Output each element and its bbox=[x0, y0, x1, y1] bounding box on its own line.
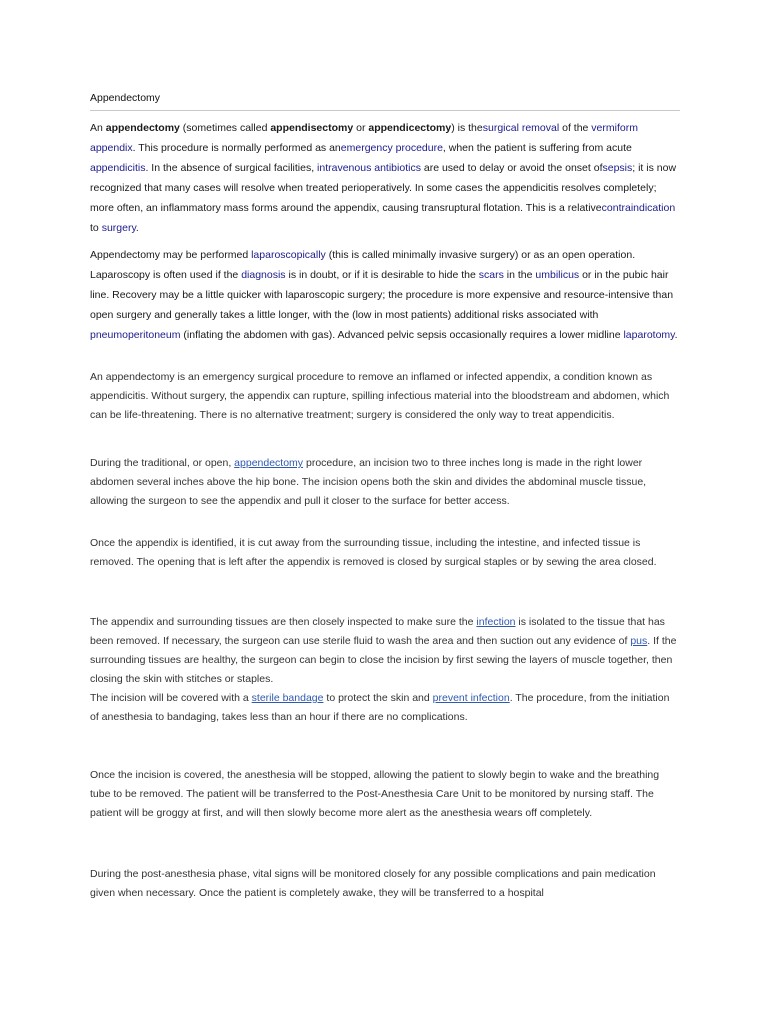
text-run: (this is called minimally invasive surgery) or as an open operation. Laparoscopy is often used if the bbox=[90, 249, 636, 281]
text-run: to bbox=[90, 221, 102, 234]
link-diagnosis[interactable]: diagnosis bbox=[241, 268, 286, 281]
link-appendectomy[interactable]: appendectomy bbox=[234, 457, 304, 469]
paragraph-inspection bbox=[90, 613, 680, 689]
text-run: ; it is now recognized that many cases will resolve when treated perioperatively. In some cases the appendicitis resolves completely; more often, an inflammatory mass forms around the appendix, causing transruptural flotation. This is a relative bbox=[90, 161, 677, 214]
text-run: ) is the bbox=[451, 122, 483, 134]
text-run: An bbox=[90, 122, 106, 134]
link-sterile-bandage[interactable]: sterile bandage bbox=[251, 692, 324, 704]
bold-term: appendisectomy bbox=[270, 122, 354, 134]
bold-term: appendectomy bbox=[105, 122, 180, 134]
link-umbilicus[interactable]: umbilicus bbox=[535, 268, 580, 281]
text-run: . This procedure is normally performed as an bbox=[132, 141, 341, 154]
link-intravenous-antibiotics[interactable]: intravenous antibiotics bbox=[317, 161, 421, 174]
text-run: (sometimes called bbox=[179, 122, 271, 134]
link-contraindication[interactable]: contraindication bbox=[601, 201, 676, 214]
link-laparotomy[interactable]: laparotomy bbox=[623, 328, 675, 341]
link-laparoscopically[interactable]: laparoscopically bbox=[251, 249, 326, 261]
text-run: . bbox=[674, 328, 678, 341]
text-run: to protect the skin and bbox=[323, 692, 433, 704]
text-run: is in doubt, or if it is desirable to hide the bbox=[285, 268, 479, 281]
link-scars[interactable]: scars bbox=[478, 268, 504, 281]
link-infection[interactable]: infection bbox=[476, 616, 516, 628]
text-run: During the traditional, or open, bbox=[90, 457, 235, 469]
paragraph-removal: Once the appendix is identified, it is cut away from the surrounding tissue, including the intestine, and infected tissue is removed. The opening that is left after the appendix is removed is closed by surgical staples or by sewing the area closed. bbox=[90, 537, 657, 568]
text-run: Appendectomy may be performed bbox=[90, 249, 252, 261]
text-run: of the bbox=[559, 122, 592, 134]
text-run: The appendix and surrounding tissues are then closely inspected to make sure the bbox=[90, 616, 477, 628]
link-pneumoperitoneum[interactable]: pneumoperitoneum bbox=[90, 328, 181, 341]
paragraph-bandage bbox=[90, 689, 680, 727]
text-run: (inflating the abdomen with gas). Advanced pelvic sepsis occasionally requires a lower midline bbox=[180, 328, 624, 341]
text-run: or bbox=[353, 122, 369, 134]
link-emergency-procedure[interactable]: emergency procedure bbox=[340, 141, 443, 154]
bold-term: appendicectomy bbox=[368, 122, 452, 134]
text-run: The incision will be covered with a bbox=[90, 692, 252, 704]
paragraph-open-procedure bbox=[90, 454, 680, 511]
paragraph-overview: An appendectomy is an emergency surgical procedure to remove an inflamed or infected appendix, a condition known as appendicitis. Without surgery, the appendix can rupture, spilling infectious material into the bloodstream and abdomen, which can be life-threatening. There is no alternative treatment; surgery is considered the only way to treat appendicitis. bbox=[90, 371, 670, 421]
link-sepsis[interactable]: sepsis bbox=[602, 161, 633, 174]
paragraph-laparoscopy bbox=[90, 246, 680, 346]
link-appendicitis[interactable]: appendicitis bbox=[90, 161, 146, 174]
link-surgery[interactable]: surgery bbox=[101, 221, 136, 234]
paragraph-recovery: Once the incision is covered, the anesthesia will be stopped, allowing the patient to slowly begin to wake and the breathing tube to be removed. The patient will be transferred to the Post-Anesthesia Care Unit to be monitored by nursing staff. The patient will be groggy at first, and will then slowly become more alert as the anesthesia wears off completely. bbox=[90, 769, 660, 819]
paragraph-post-anesthesia: During the post-anesthesia phase, vital signs will be monitored closely for any possible complications and pain medication given when necessary. Once the patient is completely awake, they will be transferred to a hospital bbox=[90, 868, 656, 899]
paragraph-definition bbox=[90, 119, 680, 238]
text-run: or in the pubic hair line. Recovery may be a little quicker with laparoscopic surgery; the procedure is more expensive and resource-intensive than open surgery and generally takes a little longer, with the (low in most patients) additional risks associated with bbox=[90, 268, 674, 321]
text-run: is isolated to the tissue that has been removed. If necessary, the surgeon can use sterile fluid to wash the area and then suction out any evidence of bbox=[90, 616, 665, 647]
link-surgical-removal[interactable]: surgical removal bbox=[482, 122, 560, 134]
text-run: . If the surrounding tissues are healthy, the surgeon can begin to close the incision by first sewing the layers of muscle together, then closing the skin with stitches or staples. bbox=[90, 634, 677, 685]
text-run: . bbox=[135, 221, 139, 234]
title-divider bbox=[90, 110, 680, 111]
link-vermiform-appendix[interactable]: vermiform appendix bbox=[90, 122, 638, 154]
link-pus[interactable]: pus bbox=[630, 634, 648, 647]
text-run: procedure, an incision two to three inches long is made in the right lower abdomen several inches above the hip bone. The incision opens both the skin and divides the abdominal muscle tissue, allowing the surgeon to see the appendix and pull it closer to the surface for better access. bbox=[90, 457, 647, 507]
text-run: . The procedure, from the initiation of anesthesia to bandaging, takes less than an hour if there are no complications. bbox=[90, 692, 670, 723]
text-run: in the bbox=[503, 268, 536, 281]
text-run: are used to delay or avoid the onset of bbox=[420, 161, 603, 174]
text-run: . In the absence of surgical facilities, bbox=[145, 161, 318, 174]
text-run: , when the patient is suffering from acute bbox=[442, 141, 632, 154]
link-prevent-infection[interactable]: prevent infection bbox=[432, 692, 510, 704]
document-title: Appendectomy bbox=[90, 92, 161, 104]
